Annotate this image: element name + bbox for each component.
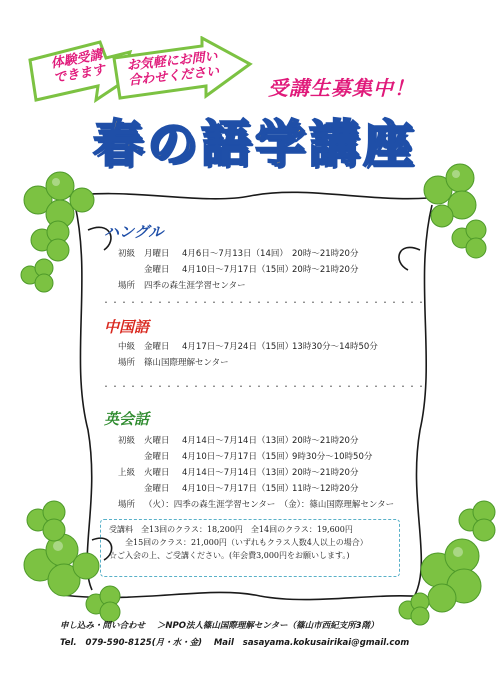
section-divider: ・・・・・・・・・・・・・・・・・・・・・・・・・・・・・・・・・・・・ [102, 382, 426, 391]
place-label: 場所 [118, 358, 136, 368]
time-range: 20時〜21時20分 [292, 249, 359, 259]
time-range: 20時〜21時20分 [292, 265, 359, 275]
weekday: 金曜日 [144, 342, 170, 352]
hangul-section-title: ハングル [104, 223, 164, 241]
weekday: 金曜日 [144, 484, 170, 494]
schedule-row [118, 468, 358, 478]
level-label: 初級 [118, 436, 136, 446]
contact-label: 申し込み・問い合わせ [60, 621, 146, 631]
weekday: 月曜日 [144, 249, 170, 259]
chinese-section-title: 中国語 [104, 318, 150, 336]
place-row [118, 500, 394, 510]
schedule-row [118, 452, 372, 462]
level-label: 初級 [118, 249, 136, 259]
page-title: 春の語学講座 [93, 115, 417, 173]
time-range: 13時30分〜14時50分 [292, 342, 378, 352]
membership-note: ☆ご入会の上、ご受講ください。(年会費3,000円をお願いします。) [109, 551, 350, 560]
date-range: 4月14日〜7月14日（13回） [182, 436, 294, 446]
weekday: 金曜日 [144, 265, 170, 275]
weekday: 火曜日 [144, 436, 170, 446]
place-row [118, 281, 246, 291]
tel-number[interactable]: 079-590-8125(月・水・金) [85, 638, 202, 648]
mail-label: Mail [213, 638, 234, 648]
fee-line: 全15回のクラス：21,000円（いずれもクラス人数4人以上の場合） [125, 538, 368, 547]
date-range: 4月10日〜7月17日（15回） [182, 452, 294, 462]
weekday: 金曜日 [144, 452, 170, 462]
time-range: 20時〜21時20分 [292, 468, 359, 478]
schedule-row [118, 436, 358, 446]
time-range: 20時〜21時20分 [292, 436, 359, 446]
schedule-row [118, 342, 378, 352]
trial-lesson-tag: 体験受講 できます [49, 47, 107, 87]
english-section-title: 英会話 [104, 410, 150, 428]
date-range: 4月10日〜7月17日（15回） [182, 484, 294, 494]
place-label: 場所 [118, 500, 136, 510]
place-value: 篠山国際理解センター [144, 358, 229, 368]
weekday: 火曜日 [144, 468, 170, 478]
place-row [118, 358, 229, 368]
fee-info-box [100, 519, 400, 577]
inquiry-tag: お気軽にお問い 合わせください [126, 49, 220, 89]
section-divider: ・・・・・・・・・・・・・・・・・・・・・・・・・・・・・・・・・・・・ [102, 298, 426, 307]
date-range: 4月6日〜7月13日（14回） [182, 249, 288, 259]
organization-name: ＞NPO法人篠山国際理解センター（篠山市西紀支所3階） [156, 621, 379, 631]
date-range: 4月14日〜7月14日（13回） [182, 468, 294, 478]
mail-address[interactable]: sasayama.kokusairikai@gmail.com [242, 638, 410, 648]
place-label: 場所 [118, 281, 136, 291]
level-label: 中級 [118, 342, 136, 352]
date-range: 4月17日〜7月24日（15回） [182, 342, 294, 352]
schedule-row [118, 484, 358, 494]
level-label: 上級 [118, 468, 136, 478]
fee-line: 受講料 全13回のクラス：18,200円 全14回のクラス：19,600円 [109, 525, 353, 534]
time-range: 9時30分〜10時50分 [292, 452, 373, 462]
schedule-row [118, 265, 358, 275]
recruiting-heading: 受講生募集中！ [268, 76, 415, 100]
place-value: 四季の森生涯学習センター [144, 281, 246, 291]
time-range: 11時〜12時20分 [292, 484, 359, 494]
place-value: （火）：四季の森生涯学習センター （金）：篠山国際理解センター [144, 500, 395, 510]
contact-line [60, 619, 379, 631]
tel-mail-line [60, 636, 409, 648]
date-range: 4月10日〜7月17日（15回） [182, 265, 294, 275]
schedule-row [118, 249, 358, 259]
tel-label: Tel. [60, 638, 77, 648]
